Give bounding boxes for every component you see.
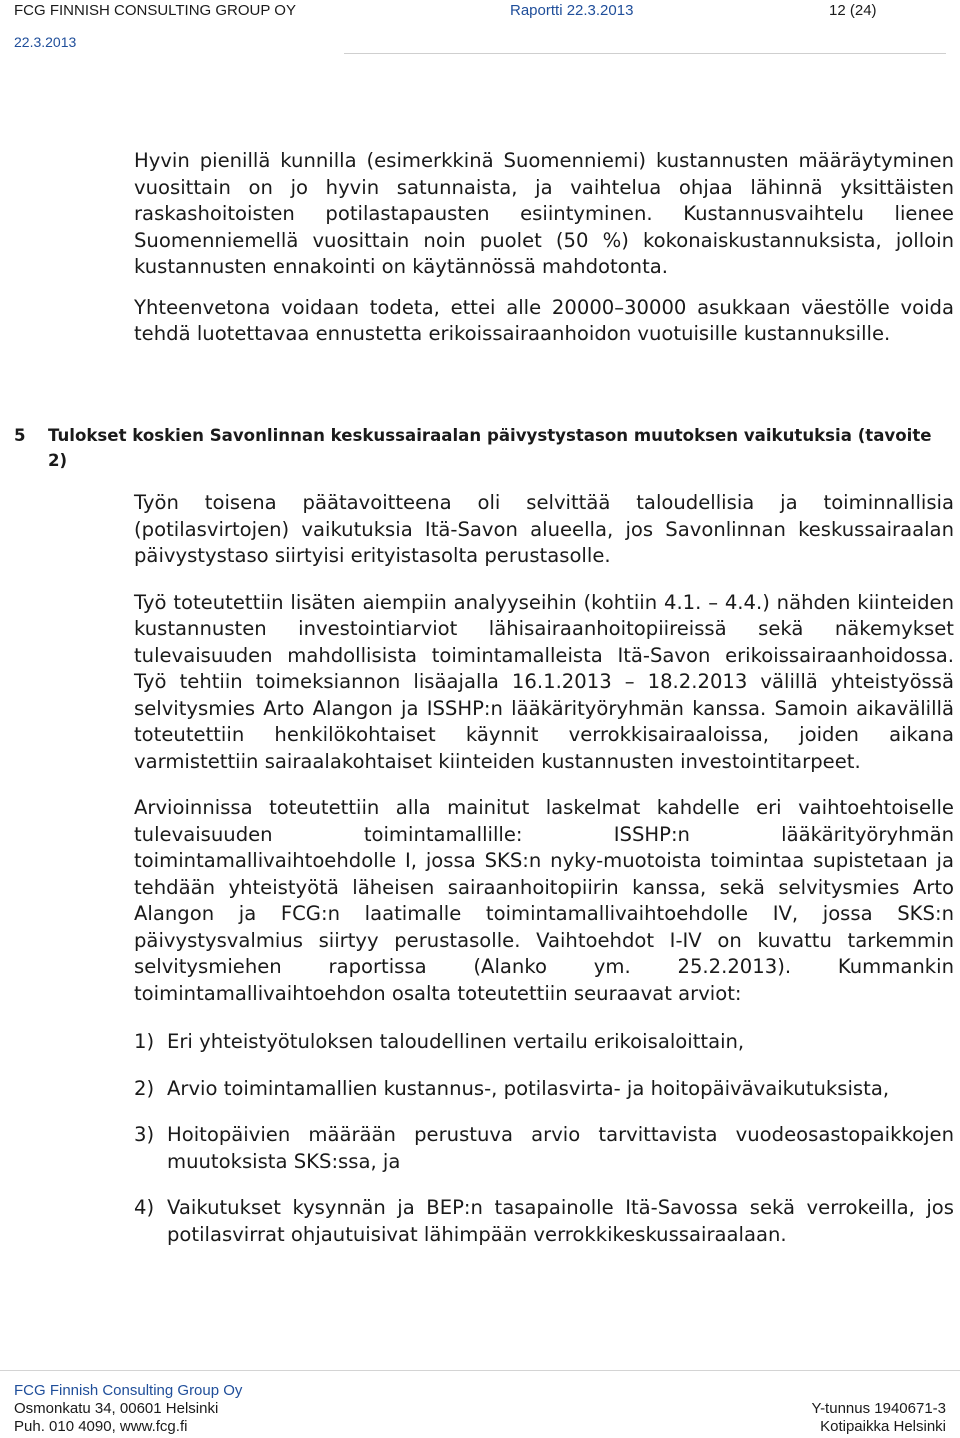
paragraph-cost-variation: Hyvin pienillä kunnilla (esimerkkinä Suomenniemi) kustannusten määräytyminen vuosittain on jo hyvin satunnaista, ja vaihtelua ohjaa lähinnä yksittäisten raskashoitoisten potilastapausten esiintyminen. Kustannusvaihtelu lienee Suomenniemellä vuosittain noin puolet (50 %) kokonaiskustannuksista, jolloin kustannusten ennakointi on käytännössä mahdotonta. (134, 149, 954, 278)
section-heading (14, 424, 954, 473)
list-item-text: Arvio toimintamallien kustannus-, potilasvirta- ja hoitopäivävaikutuksista, (167, 1076, 890, 1100)
section-number: 5 (14, 426, 26, 445)
paragraph-method: Työ toteutettiin lisäten aiempiin analyyseihin (kohtiin 4.1. – 4.4.) nähden kiinteiden kustannusten investointiarviot lähisairaanhoitopiireissä sekä näkemykset tulevaisuuden mahdollisista toimintamalleista Itä-Savon erikoissairaanhoidossa. Työ tehtiin toimeksiannon lisäajalla 16.1.2013 – 18.2.2013 välillä yhteistyössä selvitysmies Arto Alangon ja ISSHP:n lääkärityöryhmän kanssa. Samoin aikavälillä toteutettiin henkilökohtaiset käynnit verrokkisairaaloissa, joiden aikana varmistettiin sairaalakohtaiset kiinteiden kustannusten investointitarpeet. (134, 590, 954, 773)
list-item-number: 2) (134, 1076, 155, 1100)
footer-contact: Puh. 010 4090, www.fcg.fi (14, 1418, 188, 1435)
footer-left (14, 1382, 242, 1436)
header-rule (344, 53, 946, 54)
list-item-number: 4) (134, 1196, 155, 1219)
body-top (134, 148, 954, 348)
list-item-number: 3) (134, 1123, 155, 1146)
footer-company: FCG Finnish Consulting Group Oy (14, 1382, 243, 1399)
assessment-list (134, 1029, 954, 1248)
list-item (134, 1195, 954, 1248)
paragraph-summary: Yhteenvetona voidaan todeta, ettei alle 20000–30000 asukkaan väestölle voida tehdä luotettavaa ennustetta erikoissairaanhoidon vuotuisille kustannuksille. (134, 295, 954, 345)
header-date: 22.3.2013 (14, 34, 77, 50)
list-item (134, 1122, 954, 1175)
list-item (134, 1076, 954, 1103)
list-item-number: 1) (134, 1030, 155, 1053)
body-section (134, 490, 954, 1268)
list-item-text: Hoitopäivien määrään perustuva arvio tarvittavista vuodeosastopaikkojen muutoksista SKS:ssa, ja (167, 1123, 954, 1173)
footer-address: Osmonkatu 34, 00601 Helsinki (14, 1400, 219, 1417)
footer-domicile: Kotipaikka Helsinki (820, 1418, 946, 1435)
section-title: Tulokset koskien Savonlinnan keskussairaalan päivystystason muutoksen vaikutuksia (tavoite 2) (48, 426, 932, 470)
list-item-text: Eri yhteistyötuloksen taloudellinen vertailu erikoisaloittain, (167, 1030, 745, 1053)
page-header (14, 0, 946, 50)
footer-rule (0, 1370, 960, 1371)
paragraph-assessment: Arvioinnissa toteutettiin alla mainitut laskelmat kahdelle eri vaihtoehtoiselle tulevaisuuden toimintamallille: ISSHP:n lääkärityöryhmän toimintamallivaihtoehdolle I, jossa SKS:n nyky-muotoista toimintaa supistetaan ja tehdään yhteistyötä läheisen sairaanhoitopiirin kanssa, sekä selvitysmies Arto Alangon ja FCG:n laatimalle toimintamallivaihtoehdolle IV, jossa SKS:n päivystysvalmius siirtyy perustasolle. Vaihtoehdot I-IV on kuvattu tarkemmin selvitysmiehen raportissa (Alanko ym. 25.2.2013). Kummankin toimintamallivaihtoehdon osalta toteutettiin seuraavat arviot: (134, 796, 954, 1005)
header-company: FCG FINNISH CONSULTING GROUP OY (14, 2, 296, 19)
header-page-number: 12 (24) (829, 2, 877, 19)
footer-right (811, 1400, 946, 1436)
paragraph-goal: Työn toisena päätavoitteena oli selvittää taloudellisia ja toiminnallisia (potilasvirtojen) vaikutuksia Itä-Savon alueella, jos Savonlinnan keskussairaalan päivystystaso siirtyisi erityistasolta perustasolle. (134, 491, 954, 567)
footer-business-id: Y-tunnus 1940671-3 (811, 1400, 946, 1417)
list-item (134, 1029, 954, 1056)
header-report: Raportti 22.3.2013 (510, 2, 634, 19)
list-item-text: Vaikutukset kysynnän ja BEP:n tasapainolle Itä-Savossa sekä verrokeilla, jos potilasvirrat ohjautuisivat lähimpään verrokkikeskussairaalaan. (167, 1196, 954, 1246)
